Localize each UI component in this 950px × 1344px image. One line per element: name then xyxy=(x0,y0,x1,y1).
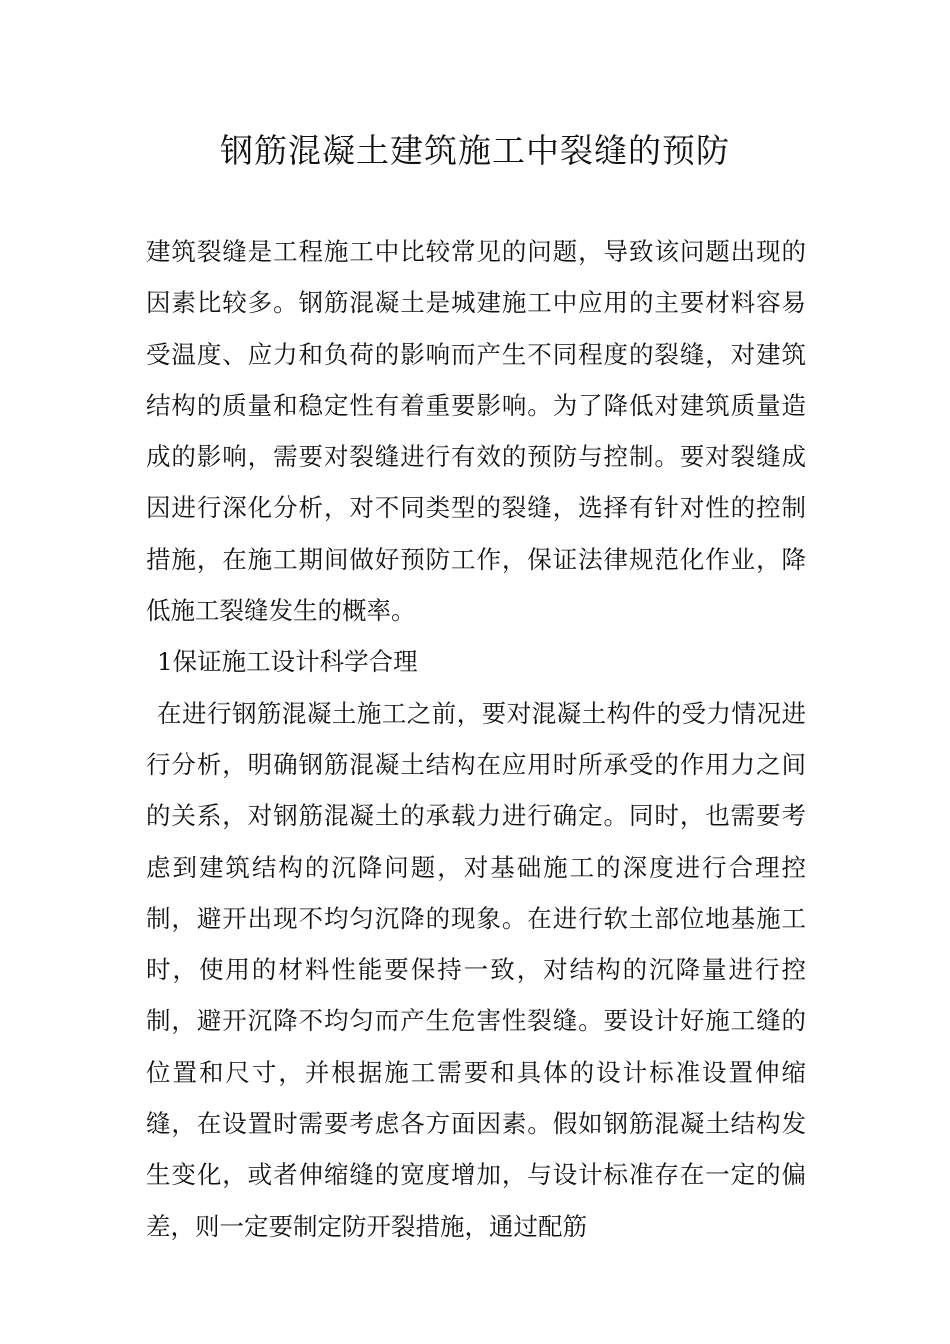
intro-paragraph: 建筑裂缝是工程施工中比较常见的问题，导致该问题出现的因素比较多。钢筋混凝土是城建施工中应用的主要材料容易受温度、应力和负荷的影响而产生不同程度的裂缝，对建筑结构的质量和稳定性有着重要影响。为了降低对建筑质量造成的影响，需要对裂缝进行有效的预防与控制。要对裂缝成因进行深化分析，对不同类型的裂缝，选择有针对性的控制措施，在施工期间做好预防工作，保证法律规范化作业，降低施工裂缝发生的概率。 xyxy=(146,237,806,626)
page-title: 钢筋混凝土建筑施工中裂缝的预防 xyxy=(220,131,730,170)
section-paragraph-1: 在进行钢筋混凝土施工之前，要对混凝土构件的受力情况进行分析，明确钢筋混凝土结构在应用时所承受的作用力之间的关系，对钢筋混凝土的承载力进行确定。同时，也需要考虑到建筑结构的沉降问题，对基础施工的深度进行合理控制，避开出现不均匀沉降的现象。在进行软土部位地基施工时，使用的材料性能要保持一致，对结构的沉降量进行控制，避开沉降不均匀而产生危害性裂缝。要设计好施工缝的位置和尺寸，并根据施工需要和具体的设计标准设置伸缩缝，在设置时需要考虑各方面因素。假如钢筋混凝土结构发生变化，或者伸缩缝的宽度增加，与设计标准存在一定的偏差，则一定要制定防开裂措施，通过配筋 xyxy=(146,698,806,1241)
document-body xyxy=(146,226,806,1252)
section-heading-1: 1保证施工设计科学合理 xyxy=(157,647,418,677)
